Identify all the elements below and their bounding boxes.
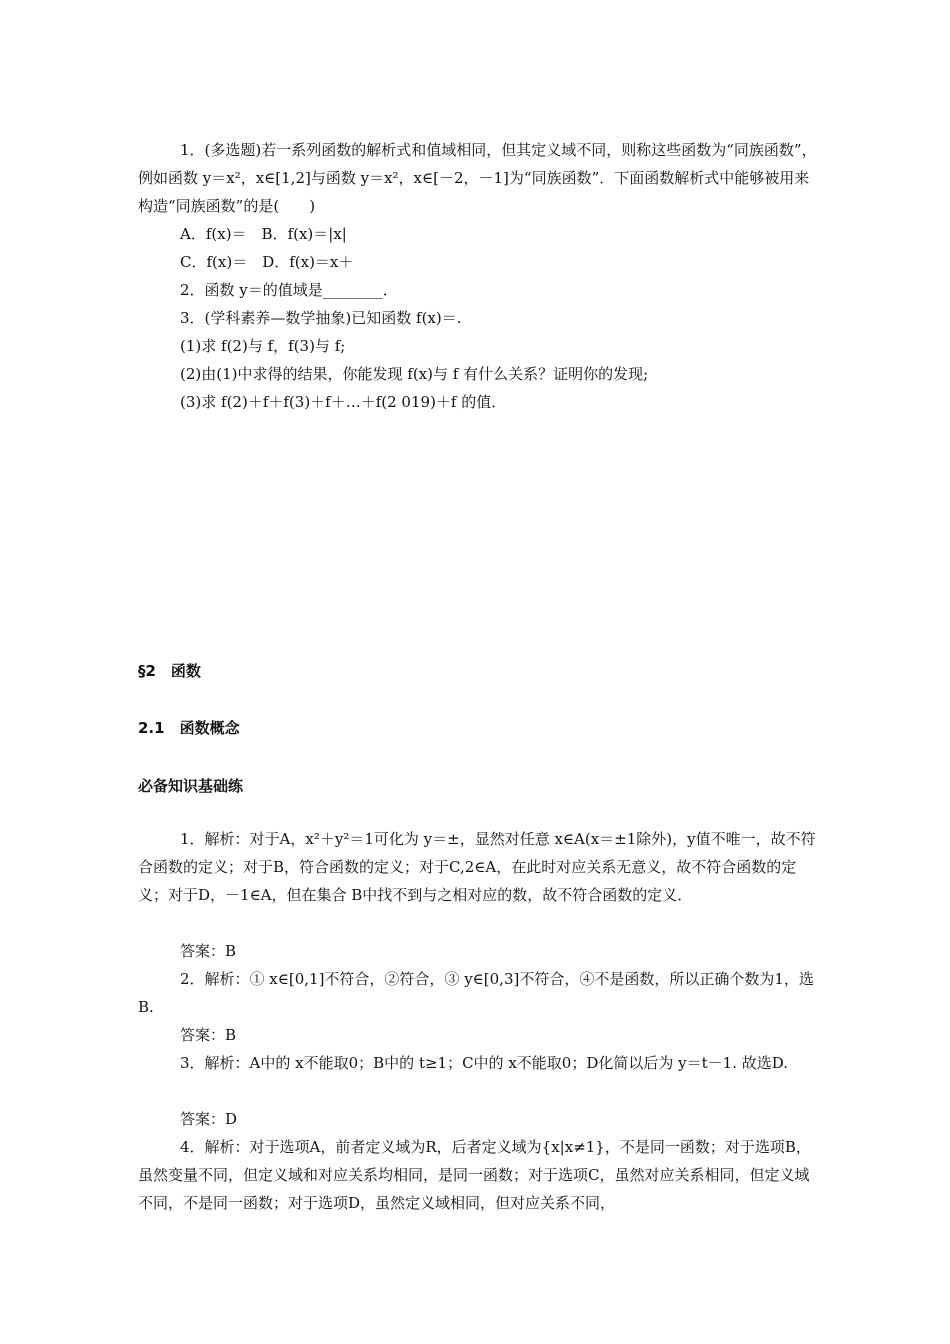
answer-2-analysis: 2．解析：① x∈[0,1]不符合，②符合，③ y∈[0,3]不符合，④不是函数，所以正确个数为1，选B.: [138, 970, 814, 1016]
answer-1-answer: 答案：B: [180, 942, 237, 960]
problem-1-options-cd: C．f(x)＝ D．f(x)＝x＋: [180, 253, 354, 271]
problem-1-text: 1．(多选题)若一系列函数的解析式和值域相同，但其定义域不同，则称这些函数为“同族函数”，例如函数 y＝x²，x∈[1,2]与函数 y＝x²，x∈[－2，－1]为“同族函数”．下面函数解析式中能够被用来构造“同族函数”的是( ): [138, 141, 817, 215]
problem-2-text: 2．函数 y＝的值域是________．: [180, 281, 398, 299]
answer-2-answer: 答案：B: [180, 1026, 237, 1044]
problem-3-part-3: (3)求 f(2)＋f＋f(3)＋f＋…＋f(2 019)＋f 的值．: [180, 393, 507, 411]
answer-3-analysis: 3．解析：A中的 x不能取0；B中的 t≥1；C中的 x不能取0；D化简以后为 y＝t－1. 故选D.: [180, 1054, 788, 1072]
problem-3-text: 3．(学科素养—数学抽象)已知函数 f(x)＝.: [180, 309, 462, 327]
subsection-heading: 2.1 函数概念: [138, 719, 240, 737]
problem-3-part-1: (1)求 f(2)与 f，f(3)与 f;: [180, 337, 346, 355]
answer-3-answer: 答案：D: [180, 1110, 238, 1128]
section-heading: §2 函数: [138, 662, 201, 680]
problem-1-options-ab: A．f(x)＝ B．f(x)＝|x|: [180, 225, 347, 243]
problem-3-part-2: (2)由(1)中求得的结果，你能发现 f(x)与 f 有什么关系？证明你的发现;: [180, 365, 649, 383]
answer-1-analysis: 1．解析：对于A，x²＋y²＝1可化为 y＝±，显然对任意 x∈A(x＝±1除外)，y值不唯一，故不符合函数的定义；对于B，符合函数的定义；对于C,2∈A，在此时对应关系无意义，故不符合函数的定义；对于D，－1∈A，但在集合 B中找不到与之相对应的数，故不符合函数的定义．: [138, 830, 816, 904]
practice-heading: 必备知识基础练: [138, 777, 244, 795]
answer-4-analysis: 4．解析：对于选项A，前者定义域为R，后者定义域为{x|x≠1}，不是同一函数；对于选项B，虽然变量不同，但定义域和对应关系均相同，是同一函数；对于选项C，虽然对应关系相同，但定义域不同，不是同一函数；对于选项D，虽然定义域相同，但对应关系不同，: [138, 1138, 811, 1212]
